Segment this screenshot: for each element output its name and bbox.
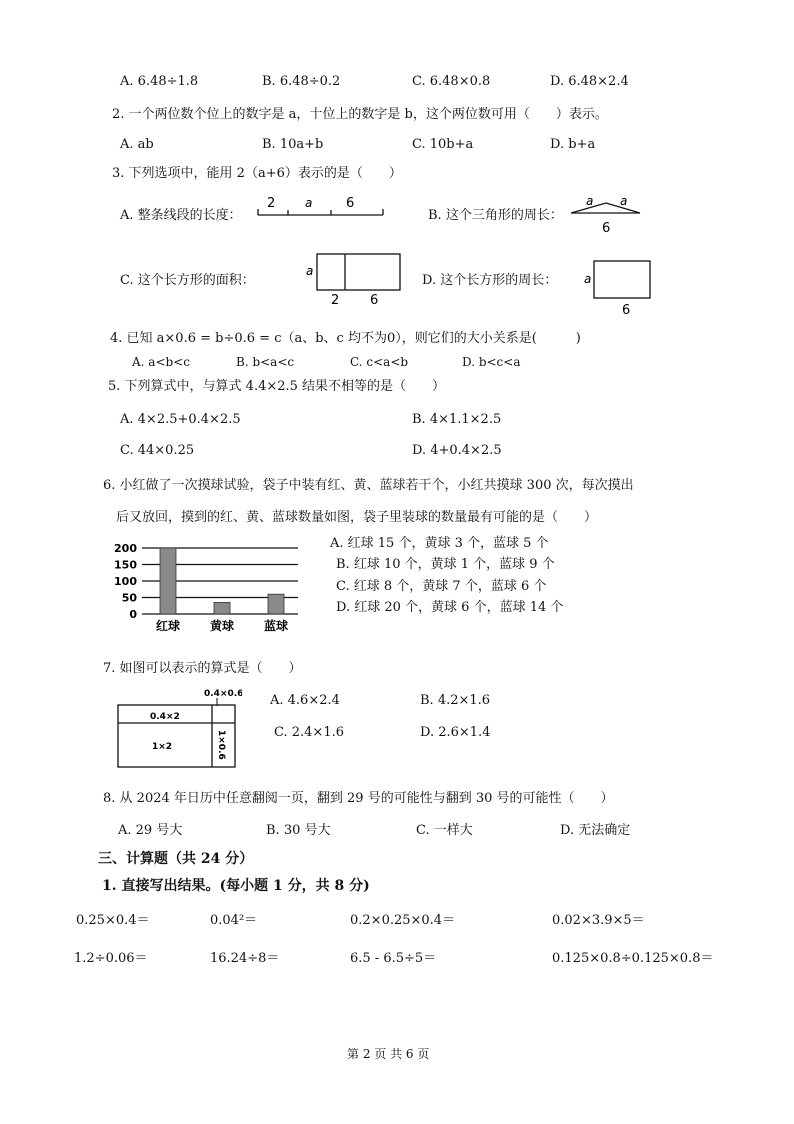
triangle-side-a1: a [586,194,594,208]
calc-item: 0.04²＝ [210,913,258,928]
rect-c-width-2: 2 [331,293,340,308]
segment-figure [255,193,390,221]
y-tick-label: 50 [121,591,137,605]
area-label-br: 1×0.6 [216,730,226,760]
y-tick-label: 0 [129,608,137,621]
y-tick-label: 100 [114,575,137,588]
q5-option-b: B. 4×1.1×2.5 [412,412,502,427]
q2-option-d: D. b+a [550,137,596,152]
area-label-top: 0.4×0.6 [204,689,242,699]
triangle-base: 6 [602,221,611,235]
triangle-figure [568,193,643,235]
q2-option-a: A. ab [120,137,154,152]
q3-option-d: D. 这个长方形的周长： [422,273,558,288]
q5-option-d: D. 4+0.4×2.5 [412,443,502,458]
q8-option-d: D. 无法确定 [560,823,631,838]
segment-label-2: 2 [267,196,276,211]
q2-option-c: C. 10b+a [412,137,474,152]
subsection-title: 1. 直接写出结果。(每小题 1 分，共 8 分) [102,878,370,894]
area-label-tl: 0.4×2 [150,712,180,722]
q5-option-c: C. 44×0.25 [120,443,195,458]
y-tick-label: 150 [114,558,137,572]
q7-option-d: D. 2.6×1.4 [420,725,491,740]
area-model-figure [112,686,242,772]
q8-option-a: A. 29 号大 [118,823,183,838]
q3-option-a: A. 整条线段的长度： [120,208,242,223]
segment-label-6: 6 [346,196,355,211]
q8-option-b: B. 30 号大 [266,823,331,838]
page-footer: 第 2 页 共 6 页 [347,1047,430,1061]
rect-c-width-6: 6 [370,293,379,308]
q6-stem-line1: 6. 小红做了一次摸球试验，袋子中装有红、黄、蓝球若干个，小红共摸球 300 次，每次摸出 [103,478,634,493]
q3-stem: 3. 下列选项中，能用 2（a+6）表示的是（ ） [112,166,402,181]
bar-chart [112,538,304,634]
q4-option-b: B. b<a<c [236,355,295,369]
q1-option-d: D. 6.48×2.4 [550,74,629,89]
rect-d-width: 6 [622,303,631,318]
segment-label-a: a [305,196,313,210]
q4-option-c: C. c<a<b [350,355,409,369]
q7-stem: 7. 如图可以表示的算式是（ ） [103,661,302,676]
q2-stem: 2. 一个两位数个位上的数字是 a，十位上的数字是 b，这个两位数可用（ ）表示。 [112,107,608,122]
q4-stem: 4. 已知 a×0.6 = b÷0.6 = c（a、b、c 均不为0），则它们的大小关系是( ) [110,331,581,346]
x-tick-label: 黄球 [209,619,235,633]
bar-3 [268,594,284,614]
bar-1 [160,548,176,614]
calc-item: 1.2÷0.06＝ [74,951,148,966]
y-tick-label: 200 [114,542,137,555]
rectangle-perimeter-figure [582,258,654,318]
q7-option-b: B. 4.2×1.6 [420,693,491,708]
rect-d-height: a [584,272,592,286]
q6-option-d: D. 红球 20 个，黄球 6 个，蓝球 14 个 [336,600,564,615]
q1-option-a: A. 6.48÷1.8 [120,74,199,89]
q1-option-b: B. 6.48÷0.2 [262,74,341,89]
q3-option-b: B. 这个三角形的周长： [428,208,563,223]
q6-option-b: B. 红球 10 个，黄球 1 个，蓝球 9 个 [336,557,555,572]
calc-item: 0.2×0.25×0.4＝ [350,913,456,928]
q4-option-d: D. b<c<a [462,355,521,369]
x-tick-label: 蓝球 [263,619,289,633]
q6-option-a: A. 红球 15 个，黄球 3 个，蓝球 5 个 [330,536,549,551]
q6-stem-line2: 后又放回，摸到的红、黄、蓝球数量如图，袋子里装球的数量最有可能的是（ ） [116,510,598,525]
q5-stem: 5. 下列算式中，与算式 4.4×2.5 结果不相等的是（ ） [108,379,446,394]
bar-2 [214,602,230,614]
q8-option-c: C. 一样大 [416,823,473,838]
calc-item: 0.125×0.8÷0.125×0.8＝ [552,951,714,966]
q2-option-b: B. 10a+b [262,137,324,152]
q5-option-a: A. 4×2.5+0.4×2.5 [120,412,241,427]
calc-item: 16.24÷8＝ [210,951,280,966]
x-tick-label: 红球 [155,619,181,633]
section-title: 三、计算题（共 24 分） [98,851,254,867]
q7-option-c: C. 2.4×1.6 [274,725,344,740]
q7-option-a: A. 4.6×2.4 [270,693,340,708]
q6-option-c: C. 红球 8 个，黄球 7 个，蓝球 6 个 [336,579,547,594]
q1-option-c: C. 6.48×0.8 [412,74,491,89]
area-label-bl: 1×2 [152,742,173,752]
q3-option-c: C. 这个长方形的面积： [120,273,255,288]
triangle-side-a2: a [620,194,628,208]
calc-item: 0.02×3.9×5＝ [552,913,645,928]
rectangle-area-figure [304,252,404,308]
q4-option-a: A. a<b<c [132,355,190,369]
calc-item: 6.5 - 6.5÷5＝ [350,951,437,966]
calc-item: 0.25×0.4＝ [76,913,150,928]
rect-c-height: a [306,264,314,278]
q8-stem: 8. 从 2024 年日历中任意翻阅一页，翻到 29 号的可能性与翻到 30 号的可能性（ ） [103,791,614,806]
